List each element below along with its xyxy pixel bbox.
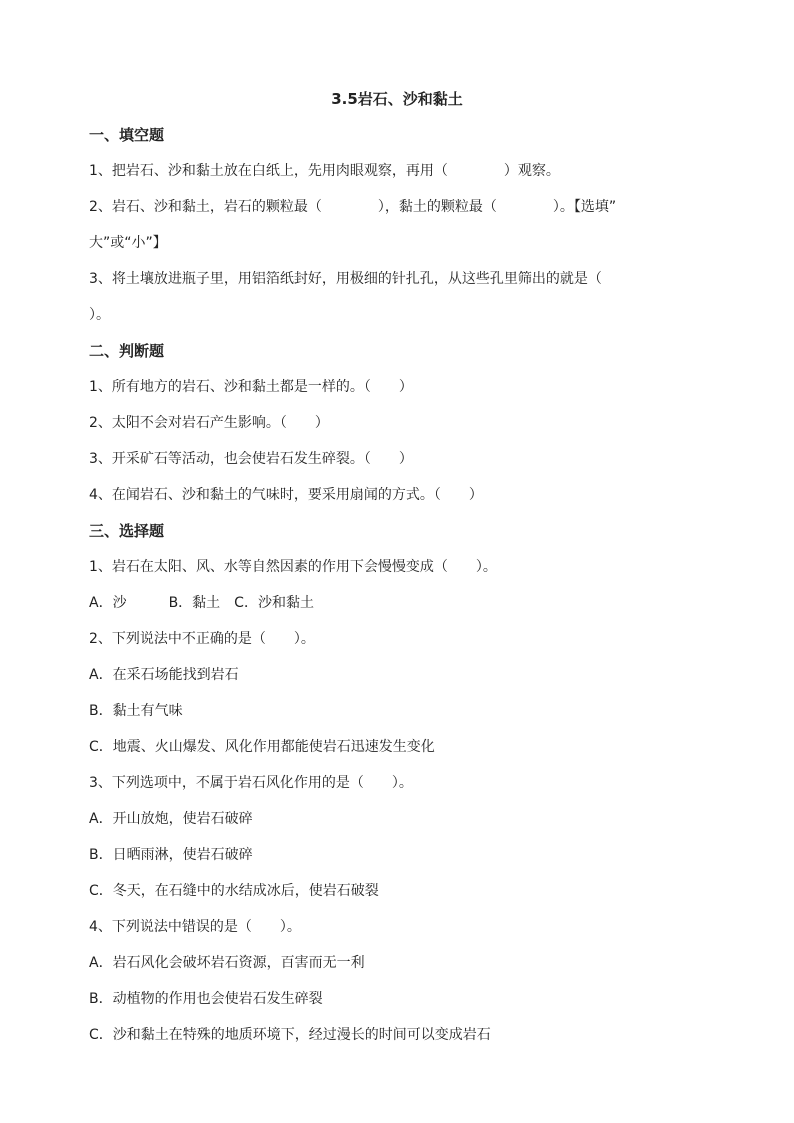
question-mc-4-option-c: C．沙和黏土在特殊的地质环境下，经过漫长的时间可以变成岩石 (89, 1027, 491, 1043)
question-mc-1: 1、岩石在太阳、风、水等自然因素的作用下会慢慢变成（ ）。 (89, 559, 497, 575)
question-fill-1: 1、把岩石、沙和黏土放在白纸上，先用肉眼观察，再用（ ）观察。 (89, 163, 560, 179)
question-fill-3-line2: ）。 (89, 307, 110, 323)
question-mc-3: 3、下列选项中，不属于岩石风化作用的是（ ）。 (89, 775, 413, 791)
question-mc-1-options: A．沙 B．黏土 C．沙和黏土 (89, 595, 314, 611)
section-heading-multiple-choice: 三、选择题 (89, 522, 165, 540)
question-mc-3-option-a: A．开山放炮，使岩石破碎 (89, 811, 253, 827)
question-mc-2-option-b: B．黏土有气味 (89, 703, 183, 719)
question-mc-2-option-c: C．地震、火山爆发、风化作用都能使岩石迅速发生变化 (89, 739, 435, 755)
question-mc-3-option-c: C．冬天，在石缝中的水结成冰后，使岩石破裂 (89, 883, 379, 899)
section-heading-fill-blank: 一、填空题 (89, 126, 165, 144)
question-tf-4: 4、在闻岩石、沙和黏土的气味时，要采用扇闻的方式。（ ） (89, 487, 483, 503)
question-mc-4-option-a: A．岩石风化会破坏岩石资源，百害而无一利 (89, 955, 365, 971)
question-tf-1: 1、所有地方的岩石、沙和黏土都是一样的。（ ） (89, 379, 413, 395)
question-mc-4: 4、下列说法中错误的是（ ）。 (89, 919, 301, 935)
question-mc-3-option-b: B．日晒雨淋，使岩石破碎 (89, 847, 253, 863)
question-tf-3: 3、开采矿石等活动，也会使岩石发生碎裂。（ ） (89, 451, 413, 467)
section-heading-true-false: 二、判断题 (89, 342, 165, 360)
question-tf-2: 2、太阳不会对岩石产生影响。（ ） (89, 415, 329, 431)
question-fill-2-line2: 大”或“小”】 (89, 235, 167, 251)
page-title: 3.5岩石、沙和黏土 (331, 90, 463, 108)
question-fill-3-line1: 3、将土壤放进瓶子里，用铝箔纸封好，用极细的针扎孔，从这些孔里筛出的就是（ (89, 271, 602, 287)
question-mc-2: 2、下列说法中不正确的是（ ）。 (89, 631, 315, 647)
question-mc-4-option-b: B．动植物的作用也会使岩石发生碎裂 (89, 991, 323, 1007)
question-mc-2-option-a: A．在采石场能找到岩石 (89, 667, 239, 683)
question-fill-2-line1: 2、岩石、沙和黏土，岩石的颗粒最（ ），黏土的颗粒最（ ）。【选填” (89, 199, 617, 215)
